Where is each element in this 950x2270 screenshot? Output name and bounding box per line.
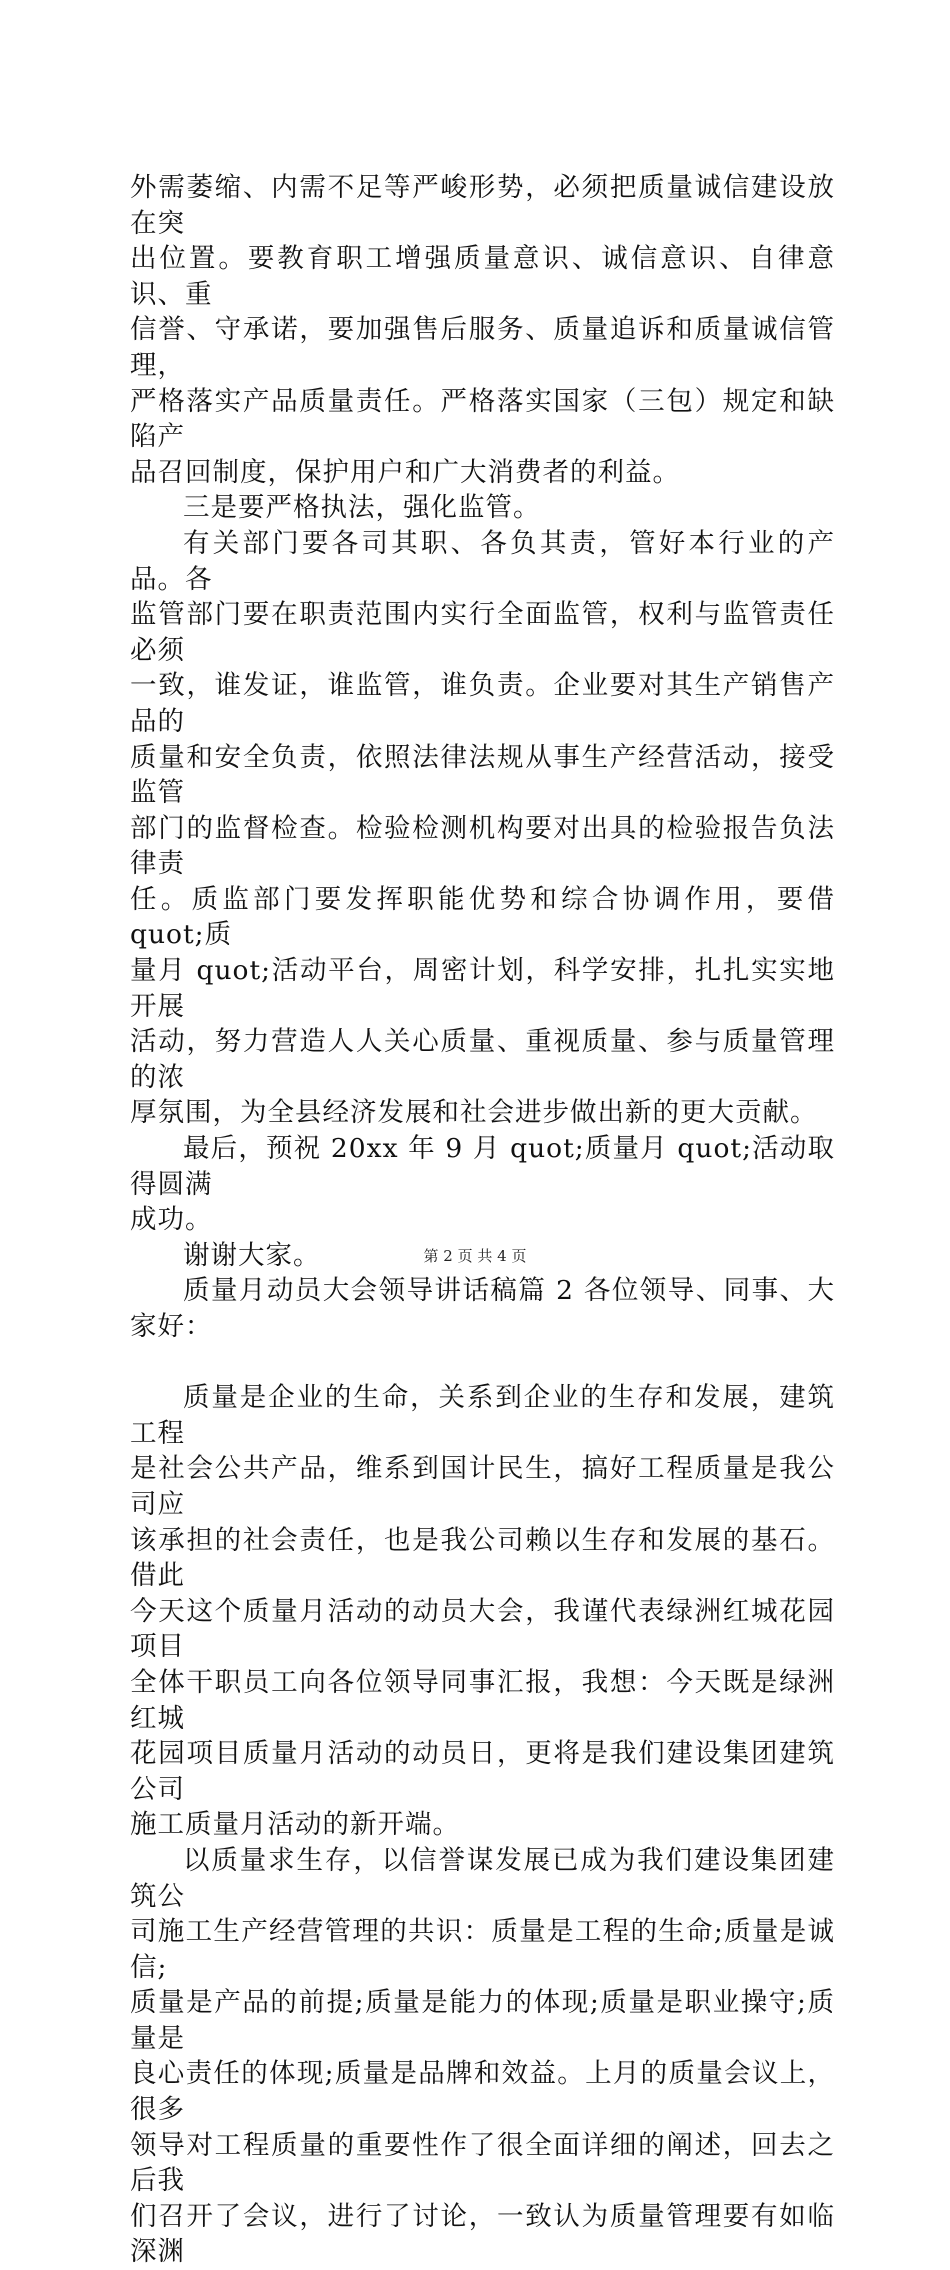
heading-strict-enforcement: 三是要严格执法，强化监管。 <box>183 492 541 524</box>
paragraph-closing-wish: 最后，预祝 20xx 年 9 月 quot;质量月 quot;活动取得圆满 成功。 <box>130 1133 835 1236</box>
paragraph-quality-life: 质量是企业的生命，关系到企业的生存和发展，建筑工程 是社会公共产品，维系到国计民生，搞好工程质量是我公司应 该承担的社会责任，也是我公司赖以生存和发展的基石。借此 今天这个质量月活动的动员大会，我谨代表绿洲红城花园项目 全体干职员工向各位领导同事汇报，我想：今天既是绿洲红城 花园项目质量月活动的动员日，更将是我们建设集团建筑公司 施工质量月活动的新开端。 <box>130 1382 835 1841</box>
paragraph-supervision: 有关部门要各司其职、各负其责，管好本行业的产品。各 监管部门要在职责范围内实行全面监管，权利与监管责任必须 一致，谁发证，谁监管，谁负责。企业要对其生产销售产品的 质量和安全负责，依照法律法规从事生产经营活动，接受监管 部门的监督检查。检验检测机构要对出具的检验报告负法律责 任。质监部门要发挥职能优势和综合协调作用，要借 quot;质 量月 quot;活动平台，周密计划，科学安排，扎扎实实地开展 活动，努力营造人人关心质量、重视质量、参与质量管理的浓 厚氛围，为全县经济发展和社会进步做出新的更大贡献。 <box>130 527 835 1129</box>
blank-line <box>130 1345 835 1381</box>
paragraph-quality-consensus: 以质量求生存，以信誉谋发展已成为我们建设集团建筑公 司施工生产经营管理的共识：质量是工程的生命;质量是诚信; 质量是产品的前提;质量是能力的体现;质量是职业操守;质量是 良心责任的体现;质量是品牌和效益。上月的质量会议上，很多 领导对工程质量的重要性作了很全面详细的阐述，回去之后我 们召开了会议，进行了讨论，一致认为质量管理要有如临深渊 <box>130 1844 835 2268</box>
document-body <box>130 170 835 2270</box>
heading-speech-2: 质量月动员大会领导讲话稿篇 2 各位领导、同事、大家好： <box>130 1275 835 1342</box>
paragraph-thanks: 谢谢大家。 <box>183 1239 321 1271</box>
page-number-footer: 第 2 页 共 4 页 <box>423 1247 527 1265</box>
paragraph-product-integrity: 外需萎缩、内需不足等严峻形势，必须把质量诚信建设放在突 出位置。要教育职工增强质量意识、诚信意识、自律意识、重 信誉、守承诺，要加强售后服务、质量追诉和质量诚信管理， 严格落实产品质量责任。严格落实国家（三包）规定和缺陷产 品召回制度，保护用户和广大消费者的利益。 <box>130 172 835 488</box>
